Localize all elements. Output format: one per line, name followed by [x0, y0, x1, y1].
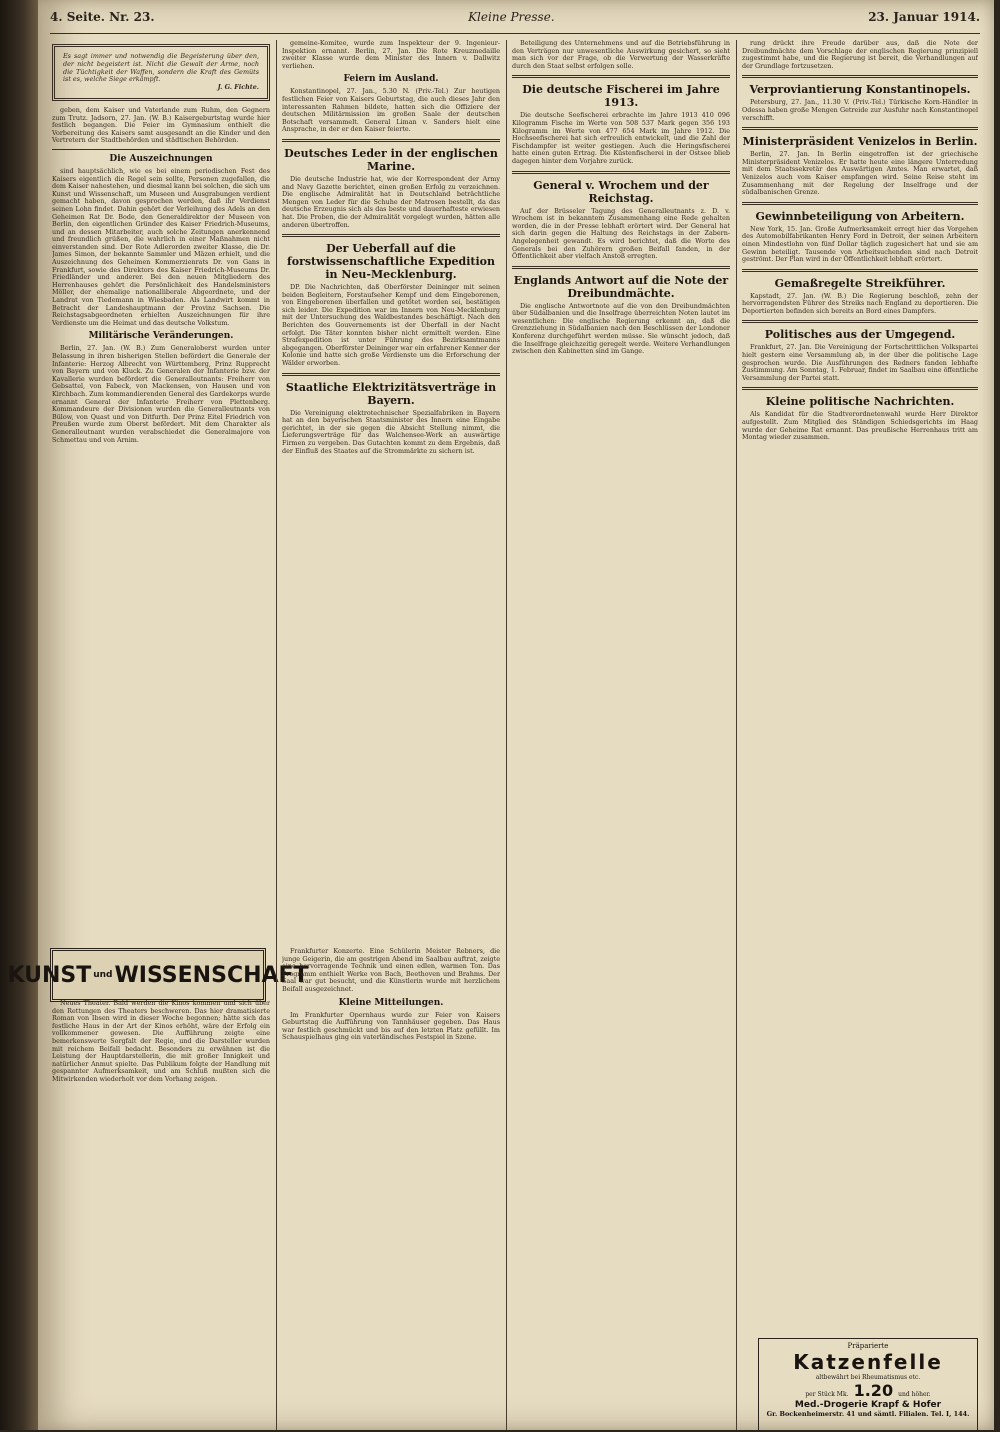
- intro-text: geben, dem Kaiser und Vaterlande zum Ruhm, den Gegnern zum Trutz. Jadsorn, 27. Jan. (W. B.) Kaisergeburtstag wurde hier festlich begangen. Die Feier im Gymnasium enthielt die Vorbereitung des Kaisers samt ausgesandt an die Kinder und den Vertretern der Stadtbehörden und städtischen Behörden.: [52, 105, 270, 145]
- heading-wrochem: General v. Wrochem und der Reichstag.: [533, 178, 709, 205]
- heading-venizelos: Ministerpräsident Venizelos in Berlin.: [742, 135, 978, 149]
- und-word: und: [93, 970, 113, 980]
- advertisement-katzenfelle: [758, 1338, 978, 1432]
- intro-text-4: rung drückt ihre Freude darüber aus, daß die Note der Dreibundmächte dem Vorschlage der englischen Regierung prinzipiell zugestimmt habe, und die Regierung ist bereit, die Verhandlungen auf der Grundlage fortzusetzen.: [742, 40, 978, 70]
- article-ausland: Konstantinopel, 27. Jan., 5.30 N. (Priv.-Tel.) Zur heutigen festlichen Feier von Kaisers Geburtstag, die auch dieses Jahr den interessanten Rahmen bildete, hatten sich die Offiziere der deutschen Militärmission im großen Saale der deutschen Botschaft versammelt. General Liman v. Sanders hielt eine Ansprache, in der er den Kaiser feierte.: [282, 87, 500, 134]
- column-rule: [276, 40, 277, 1430]
- article-leder: Die deutsche Industrie hat, wie der Korrespondent der Army and Navy Gazette berichtet, einen großen Erfolg zu verzeichnen. Die englische Admiralität hat in Deutschland beträchtliche Mengen von Leder für die Schuhe der Matrosen bestellt, da das deutsche Erzeugnis sich als das beste und dauerhafteste erwiesen hat. Die Proben, die der Admiralität vorgelegt wurden, hätten alle anderen übertroffen.: [282, 174, 500, 229]
- column-2-lower: [282, 948, 500, 1420]
- divider: [742, 320, 978, 323]
- heading-umgegend: Politisches aus der Umgegend.: [764, 328, 956, 342]
- column-1: [52, 40, 270, 945]
- divider: [512, 171, 730, 174]
- intro-text-3: Beteiligung des Unternehmens und auf die Betriebsführung in den Verträgen nur unwesentliche Auswirkung gesichert, so sieht man sich vor der Frage, ob die Verwertung der Wasserkräfte durch den Staat selbst erfolgen solle.: [512, 40, 730, 70]
- kunst-word: KUNST: [7, 962, 92, 988]
- quote-box: [52, 44, 270, 101]
- heading-mitteilungen: Kleine Mitteilungen.: [338, 997, 444, 1008]
- divider: [282, 373, 500, 376]
- article-gewinn: New York, 15. Jan. Große Aufmerksamkeit erregt hier das Vorgehen des Automobilfabrikanten Henry Ford in Detroit, der seinen Arbeitern einen Mindestlohn von fünf Dollar täglich zugesichert hat und sie am Gewinn beteiligt. Tausende von Arbeitsuchenden sind nach Detroit geströmt. Der Plan wird in der Öffentlichkeit lebhaft erörtert.: [742, 224, 978, 264]
- divider: [742, 75, 978, 78]
- quote-author: J. G. Fichte.: [217, 83, 259, 92]
- divider: [282, 234, 500, 237]
- wissenschaft-word: WISSENSCHAFT: [114, 962, 309, 988]
- article-militaer: Berlin, 27. Jan. (W. B.) Zum Generaloberst wurden unter Belassung in ihren bisherigen Stellen befördert die Generale der Infanterie: Herzog Albrecht von Württemberg, Prinz Rupprecht von Bayern und von Kluck. Zu Generalen der Infanterie bzw. der Kavallerie wurden befördert die Generalleutnants: Freiherr von Gebsattel, von Fabeck, von Mackensen, von Hausen und von Kirchbach. Zum kommandierenden General des Gardekorps wurde ernannt General der Infanterie Freiherr von Plettenberg. Kommandeure der Divisionen wurden die Generalleutnants von Bülow, von Quast und von Ditfurth. Der Prinz Eitel Friedrich von Preußen wurde zum Oberst befördert. Mit dem Charakter als Generalleutnant wurden verabschiedet die Generalmajore von Schmettau und von Arnim.: [52, 344, 270, 444]
- article-streik: Kapstadt, 27. Jan. (W. B.) Die Regierung beschloß, zehn der hervorragendsten Führer des Streiks nach England zu deportieren. Die Deportierten befinden sich bereits an Bord eines Dampfers.: [742, 291, 978, 315]
- heading-gewinn: Gewinnbeteiligung von Arbeitern.: [755, 209, 965, 223]
- book-binding: [0, 0, 38, 1430]
- ad-line2: altbewährt bei Rheumatismus etc.: [815, 1374, 921, 1381]
- column-2: [282, 40, 500, 945]
- ad-price-post: und höher.: [898, 1391, 931, 1398]
- article-venizelos: Berlin, 27. Jan. In Berlin eingetroffen ist der griechische Ministerpräsident Venizelos. Er hatte heute eine längere Unterredung mit dem Staatssekretär des Auswärtigen Amtes. Man erwartet, daß Venizelos auch vom Kaiser empfangen wird. Seine Reise steht im Zusammenhang mit der Regelung der Inselfrage und der südalbanischen Grenze.: [742, 150, 978, 197]
- divider: [52, 149, 270, 150]
- heading-ausland: Feiern im Ausland.: [343, 74, 439, 85]
- heading-leder: Deutsches Leder in der englischen Marine.: [284, 146, 498, 173]
- article-wrochem: Auf der Brüsseler Tagung des Generalleutnants z. D. v. Wrochem ist in bekanntem Zusammenhang eine Rede gehalten worden, die in der Presse lebhaft erörtert wird. Der General hat sich darin gegen die Haltung des Reichstags in der Zabern-Angelegenheit gewandt. Es wird berichtet, daß die Worte des Generals bei den Zuhörern großen Beifall fanden, in der Öffentlichkeit aber vielfach Anstoß erregten.: [512, 206, 730, 261]
- heading-konstantinopel: Verproviantierung Konstantinopels.: [749, 83, 971, 97]
- article-umgegend: Frankfurt, 27. Jan. Die Vereinigung der Fortschrittlichen Volkspartei hielt gestern eine Versammlung ab, in der über die politische Lage gesprochen wurde. Die Ausführungen des Redners fanden lebhafte Zustimmung. Am Sonntag, 1. Februar, findet im Saalbau eine öffentliche Versammlung der Partei statt.: [742, 343, 978, 382]
- ad-address: Gr. Bockenheimerstr. 41 und sämtl. Filialen. Tel. I, 144.: [766, 1410, 970, 1418]
- article-kleine-politik: Als Kandidat für die Stadtverordnetenwahl wurde Herr Direktor aufgestellt. Zum Mitglied des Ständigen Schiedsgerichts im Haag wurde der Geheime Rat ernannt. Das preußische Herrenhaus tritt am Montag wieder zusammen.: [742, 410, 978, 442]
- article-mitteilungen: Im Frankfurter Opernhaus wurde zur Feier von Kaisers Geburtstag die Aufführung von Tannhäuser gegeben. Das Haus war festlich geschmückt und bis auf den letzten Platz gefüllt. Im Schauspielhaus ging ein vaterländisches Festspiel in Szene.: [282, 1010, 500, 1042]
- column-rule: [736, 40, 737, 1430]
- article-theater: Neues Theater. Bald werden die Kinos kommen und sich über den Rettungen des Theaters beschweren. Das hier dramatisierte Roman von Ibsen wird in dieser Woche begonnen; hätte sich das festliche Haus in der Art der Kinos erhöht, wäre der Erfolg ein vollkommener gewesen. Die Aufführung zeigte eine bemerkenswerte Sorgfalt der Regie, und die Darsteller wurden mit reichem Beifall bedacht. Besonders zu erwähnen ist die Leistung der Hauptdarstellerin, die mit großer Innigkeit und natürlicher Anmut spielte. Das Publikum folgte der Handlung mit gespannter Aufmerksamkeit, und am Schluß mußten sich die Mitwirkenden wiederholt vor dem Vorhang zeigen.: [52, 1000, 270, 1083]
- divider: [282, 139, 500, 142]
- ad-price-pre: per Stück Mk.: [805, 1391, 849, 1398]
- page-number: 4. Seite. Nr. 23.: [50, 10, 155, 24]
- ad-price-row: [759, 1381, 977, 1400]
- divider: [742, 127, 978, 130]
- article-konstantinopel: Petersburg, 27. Jan., 11.30 V. (Priv.-Tel.) Türkische Korn-Händler in Odessa haben große Mengen Getreide zur Ausfuhr nach Konstantinopel verschifft.: [742, 98, 978, 122]
- article-auszeichnungen: sind hauptsächlich, wie es bei einem periodischen Fest des Kaisers eigentlich die Regel sein sollte, Personen zugefallen, die dem Kaiser nahestehen, und diesmal kann bei solchen, die sich um Kunst und Wissenschaft, um Museen und Ausgrabungen verdient gemacht haben, davon gesprochen werden, daß ihr Verdienst seinen Lohn findet. Dahin gehört der Verleihung des Adels an den Geheimen Rat Dr. Bode, den Generaldirektor der Museen von Berlin, den eigentlichen Gründer des Kaiser Friedrich-Museums, und an dessen Mitarbeiter, auch solche Zeitungen anerkennend und freundlich grüßen, die wahrlich in einer Maßnahmen nicht einverstanden sind. Der Rote Adlerorden zweiter Klasse, die Dr. James Simon, der bekannte Sammler und Mäzen erhielt, und die Auszeichnung des Geheimen Kommerzienrats Dr. von Gans in Frankfurt, sowie des Direktors des Kaiser Friedrich-Museums Dr. Friedländer und anderer. Bei den neuen Mitgliedern des Herrenhauses gehört die Persönlichkeit des Handelsministers Möller, der ehemalige nationalliberale Abgeordnete, und der Landrat von Tiedemann in Wiesbaden. Als Landwirt kommt in Betracht der Landeshauptmann der Provinz Sachsen. Die Reichstagsabgeordneten erhielten Auszeichnungen für ihre Verdienste um die Heimat und das deutsche Volkstum.: [52, 166, 270, 327]
- ad-line1: Präparierte: [847, 1342, 889, 1350]
- article-konzerte: Frankfurter Konzerte. Eine Schülerin Meister Rebners, die junge Geigerin, die am gestrigen Abend im Saalbau auftrat, zeigte eine hervorragende Technik und einen edlen, warmen Ton. Das Programm enthielt Werke von Bach, Beethoven und Brahms. Der Saal war gut besucht, und die Künstlerin wurde mit herzlichem Beifall ausgezeichnet.: [282, 948, 500, 993]
- divider: [512, 75, 730, 78]
- column-3: [512, 40, 730, 1420]
- heading-england: Englands Antwort auf die Note der Dreibundmächte.: [513, 273, 729, 300]
- ad-shop: Med.-Drogerie Krapf & Hofer: [794, 1400, 942, 1410]
- ad-title: Katzenfelle: [793, 1350, 943, 1374]
- divider: [742, 202, 978, 205]
- divider: [742, 387, 978, 390]
- issue-date: 23. Januar 1914.: [868, 10, 980, 24]
- heading-ueberfall: Der Ueberfall auf die forstwissenschaftliche Expedition in Neu-Mecklenburg.: [287, 242, 495, 282]
- heading-militaer: Militärische Veränderungen.: [88, 331, 234, 342]
- column-1-lower: [52, 1000, 270, 1420]
- intro-text-2: gemeine-Komitee, wurde zum Inspekteur der 9. Ingenieur-Inspektion ernannt. Berlin, 27. Jan. Die Rote Kreuzmedaille zweiter Klasse wurde dem Minister des Innern v. Dallwitz verliehen.: [282, 40, 500, 70]
- article-ueberfall: DP. Die Nachrichten, daß Oberförster Deininger mit seinen beiden Begleitern, Forstaufseher Kempf und dem Eingeborenen, von Eingeborenen überfallen und getötet worden sei, bestätigen sich leider. Die Expedition war im Innern von Neu-Mecklenburg mit der Untersuchung des Waldbestandes beschäftigt. Nach den Berichten des Gouvernements ist der Überfall in der Nacht erfolgt. Die Täter konnten bisher nicht ermittelt werden. Eine Strafexpedition ist unter Führung des Bezirksamtmanns abgegangen. Oberförster Deininger war ein erfahrener Kenner der Kolonie und hatte sich große Verdienste um die Erforschung der Wälder erworben.: [282, 283, 500, 368]
- article-england: Die englische Antwortnote auf die von den Dreibundmächten über Südalbanien und die Inselfrage überreichten Noten lautet im wesentlichen: Die englische Regierung erkennt an, daß die Grenzziehung in Südalbanien nach den Beschlüssen der Londoner Konferenz durchgeführt werden müsse. Sie wünscht jedoch, daß die Inselfrage gleichzeitig geregelt werde. Weitere Verhandlungen zwischen den Kabinetten sind im Gange.: [512, 301, 730, 356]
- article-elektrizitaet: Die Vereinigung elektrotechnischer Spezialfabriken in Bayern hat an den bayerischen Staatsminister des Innern eine Eingabe gerichtet, in der sie gegen die Absicht Stellung nimmt, die Lieferungsverträge für das Walchensee-Werk an auswärtige Firmen zu vergeben. Das Gutachten kommt zu dem Ergebnis, daß der Einfluß des Staates auf die Strommärkte zu sichern ist.: [282, 408, 500, 455]
- heading-auszeichnungen: Die Auszeichnungen: [109, 153, 213, 164]
- heading-elektrizitaet: Staatliche Elektrizitätsverträge in Bayern.: [285, 380, 497, 407]
- masthead: [50, 10, 980, 34]
- heading-fischerei: Die deutsche Fischerei im Jahre 1913.: [522, 83, 720, 110]
- divider: [512, 266, 730, 269]
- quote-text: Es sagt immer und notwendig die Begeisterung über den, der nicht begeistert ist. Nicht die Gewalt der Arme, noch die Tüchtigkeit der Waffen, sondern die Kraft des Gemüts ist es, welche Siege erkämpft.: [63, 52, 259, 84]
- article-fischerei: Die deutsche Seefischerei erbrachte im Jahre 1913 410 096 Kilogramm Fische im Werte von 508 537 Mark gegen 356 193 Kilogramm im Werte von 477 654 Mark im Jahre 1912. Die Hochseefischerei hat sich erfreulich entwickelt, und die Zahl der Fischdampfer ist weiter gestiegen. Auch die Heringsfischerei hatte einen guten Ertrag. Die Küstenfischerei in der Ostsee blieb dagegen hinter dem Vorjahre zurück.: [512, 111, 730, 165]
- column-4: [742, 40, 978, 1330]
- kunst-wissenschaft-header: [7, 948, 309, 1002]
- heading-streik: Gemaßregelte Streikführer.: [774, 276, 946, 290]
- ad-price: 1.20: [853, 1381, 894, 1400]
- heading-kleine-politik: Kleine politische Nachrichten.: [765, 395, 955, 409]
- paper-name: Kleine Presse.: [468, 10, 555, 24]
- column-rule: [506, 40, 507, 1430]
- divider: [742, 269, 978, 272]
